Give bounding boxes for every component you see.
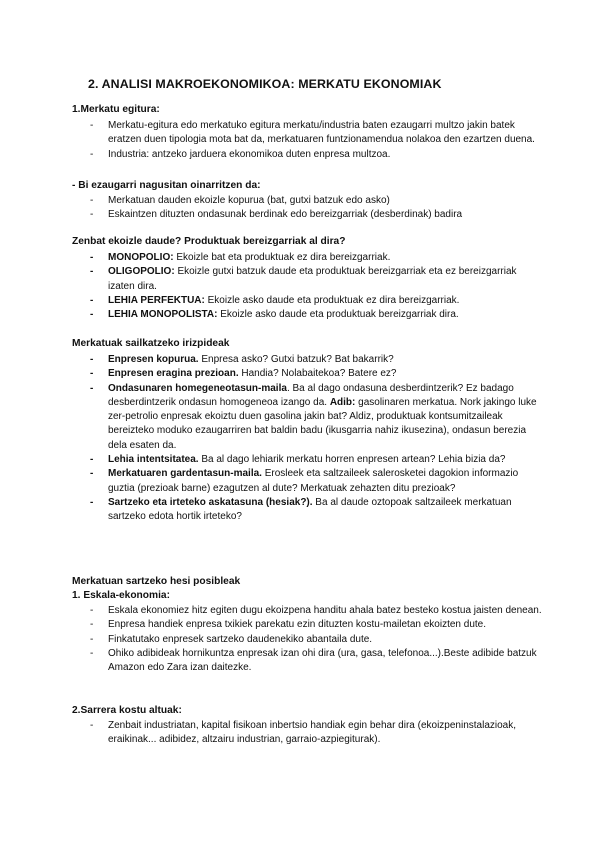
list-item: - Sartzeko eta irteteko askatasuna (hesiak?). Ba al daude oztopoak saltzaileek merkatuan sartzeko edota hortik irteteko? bbox=[90, 496, 512, 523]
subheading-high-entry-costs: 2.Sarrera kostu altuak: bbox=[72, 705, 182, 716]
subheading-economies-of-scale: 1. Eskala-ekonomia: bbox=[72, 590, 170, 601]
list-market-structure bbox=[72, 119, 542, 162]
list-item: - Merkatu-egitura edo merkatuko egitura merkatu/industria baten ezaugarri multzo jakin batek eratzen duen tipologia mota bat da, merkatuaren funtzionamendua nolakoa den ezartzen duena. bbox=[90, 120, 535, 146]
list-item: - Enpresen eragina prezioan. Handia? Nolabaitekoa? Batere ez? bbox=[90, 368, 397, 380]
list-item: - Ondasunaren homegeneotasun-maila. Ba al dago ondasuna desberdintzerik? Ez badago desberdintzerik ondasun homogeneoa izango da. Adib: gasolinaren merkatua. Nork jakingo luke zer-petrolio enpresak ekoiztu duen gasolina jakin bat? Aldiz, produktuak kontsumitzaileak bereizteko moduko ezaugarriren bat baldin badu (ikusgarria nahiz ikusezina), ondasun berezia dela esaten da. bbox=[90, 382, 537, 451]
list-classification-criteria bbox=[72, 353, 542, 525]
list-item: - Enpresa handiek enpresa txikiek parekatu ezin dituzten kostu-mailetan ekoizten dute. bbox=[90, 619, 487, 631]
list-item: - Zenbait industriatan, kapital fisikoan inbertsio handiak egin behar dira (ekoizpeninstalazioak, eraikinak... adibidez, altzairu industrian, garraio-azpiegiturak). bbox=[90, 720, 517, 746]
list-item: - OLIGOPOLIO: Ekoizle gutxi batzuk daude eta produktuak bereizgarriak eta ez bereizgarriak izaten dira. bbox=[90, 266, 517, 292]
list-item: - Eskaintzen dituzten ondasunak berdinak edo bereizgarriak (desberdinak) badira bbox=[90, 209, 463, 221]
list-item: - Finkatutako enpresek sartzeko daudenekiko abantaila dute. bbox=[90, 633, 373, 645]
page-title: 2. ANALISI MAKROEKONOMIKOA: MERKATU EKONOMIAK bbox=[88, 77, 442, 91]
list-item: - Eskala ekonomiez hitz egiten dugu ekoizpena handitu ahala batez besteko kostua jaisten denean. bbox=[90, 605, 542, 616]
heading-market-structure: 1.Merkatu egitura: bbox=[72, 104, 160, 115]
list-item: - LEHIA PERFEKTUA: Ekoizle asko daude eta produktuak ez dira bereizgarriak. bbox=[90, 294, 460, 306]
list-item: - Merkatuaren gardentasun-maila. Erosleek eta saltzaileek salerosketei dagokion informazio guztia (prezioak barne) ezagutzen al dute? Merkatuak zehazten ditu prezioak? bbox=[90, 468, 519, 494]
list-item: - Ohiko adibideak hornikuntza enpresak izan ohi dira (ura, gasa, telefonoa...).Beste adibide batzuk Amazon edo Zara izan daitezke. bbox=[90, 647, 537, 674]
list-market-types bbox=[72, 251, 542, 322]
list-item: - Enpresen kopurua. Enpresa asko? Gutxi batzuk? Bat bakarrik? bbox=[90, 354, 394, 365]
list-item: - MONOPOLIO: Ekoizle bat eta produktuak ez dira bereizgarriak. bbox=[90, 252, 391, 263]
list-high-entry-costs bbox=[72, 719, 542, 748]
list-item: - Lehia intentsitatea. Ba al dago lehiarik merkatu horren enpresen artean? Lehia bizia da? bbox=[90, 454, 506, 466]
heading-two-features: - Bi ezaugarri nagusitan oinarritzen da: bbox=[72, 180, 261, 191]
list-economies-of-scale bbox=[72, 604, 542, 675]
list-item: - Industria: antzeko jarduera ekonomikoa duten enpresa multzoa. bbox=[90, 148, 391, 160]
heading-entry-barriers: Merkatuan sartzeko hesi posibleak bbox=[72, 576, 241, 587]
list-two-features bbox=[72, 194, 542, 223]
list-item: - Merkatuan dauden ekoizle kopurua (bat, gutxi batzuk edo asko) bbox=[90, 195, 390, 206]
heading-producers-question: Zenbat ekoizle daude? Produktuak bereizgarriak al dira? bbox=[72, 236, 346, 247]
list-item: - LEHIA MONOPOLISTA: Ekoizle asko daude eta produktuak bereizgarriak dira. bbox=[90, 309, 459, 321]
heading-classification-criteria: Merkatuak sailkatzeko irizpideak bbox=[72, 338, 230, 349]
